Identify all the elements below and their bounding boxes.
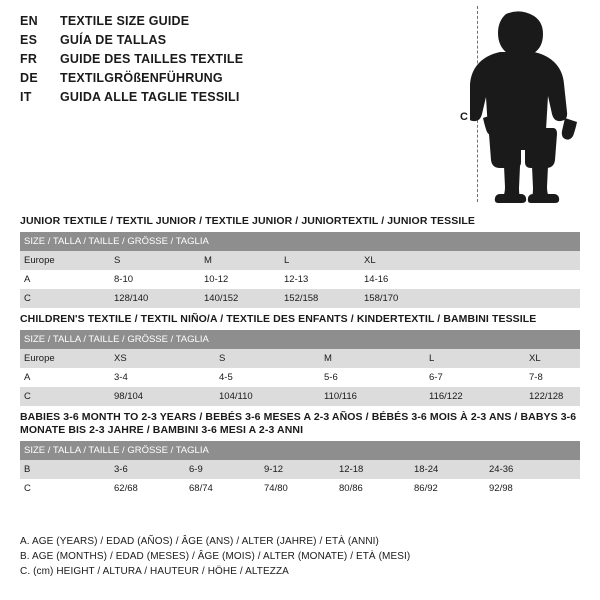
language-code: IT xyxy=(20,90,32,104)
legend-line-age-years: A. AGE (YEARS) / EDAD (AÑOS) / ÂGE (ANS) / ALTER (JAHRE) / ETÀ (ANNI) xyxy=(20,536,379,547)
section-title: CHILDREN'S TEXTILE / TEXTIL NIÑO/A / TEXTILE DES ENFANTS / KINDERTEXTIL / BAMBINI TESSILE xyxy=(20,313,537,325)
table-row xyxy=(20,289,580,308)
cell: 98/104 xyxy=(110,387,215,406)
row-label: C xyxy=(20,479,110,498)
cell: 68/74 xyxy=(185,479,260,498)
table-row xyxy=(20,368,580,387)
row-label: A xyxy=(20,368,110,387)
cell: 24-36 xyxy=(485,460,580,479)
language-row xyxy=(20,14,440,33)
cell: 3-4 xyxy=(110,368,215,387)
cell: 152/158 xyxy=(280,289,360,308)
cell: 158/170 xyxy=(360,289,580,308)
table-row xyxy=(20,349,580,368)
language-row xyxy=(20,71,440,90)
cell: 92/98 xyxy=(485,479,580,498)
size-table-babies xyxy=(20,441,580,498)
language-code: DE xyxy=(20,71,38,85)
cell: 6-9 xyxy=(185,460,260,479)
language-code: FR xyxy=(20,52,38,66)
cell: 8-10 xyxy=(110,270,200,289)
table-header-row xyxy=(20,330,580,349)
measurement-figure xyxy=(452,6,592,206)
language-title: GUÍA DE TALLAS xyxy=(60,33,167,47)
cell: 74/80 xyxy=(260,479,335,498)
cell: 10-12 xyxy=(200,270,280,289)
legend-block xyxy=(20,534,580,579)
row-label: Europe xyxy=(20,251,110,270)
language-row xyxy=(20,33,440,52)
table-header-label: SIZE / TALLA / TAILLE / GRÖSSE / TAGLIA xyxy=(20,232,580,251)
table-header-label: SIZE / TALLA / TAILLE / GRÖSSE / TAGLIA xyxy=(20,330,580,349)
row-label: A xyxy=(20,270,110,289)
language-row xyxy=(20,90,440,109)
cell: 3-6 xyxy=(110,460,185,479)
table-row xyxy=(20,460,580,479)
cell: 6-7 xyxy=(425,368,525,387)
table-row xyxy=(20,251,580,270)
section-title: BABIES 3-6 MONTH TO 2-3 YEARS / BEBÉS 3-6 MESES A 2-3 AÑOS / BÉBÉS 3-6 MOIS À 2-3 ANS / BABYS 3-6 MONATE BIS 2-3 JAHRE / BAMBINI 3-6 MESI A 2-3 ANNI xyxy=(20,411,577,436)
table-header-row xyxy=(20,441,580,460)
cell: 5-6 xyxy=(320,368,425,387)
cell: 7-8 xyxy=(525,368,580,387)
section-babies-textile xyxy=(20,411,580,498)
cell: XL xyxy=(360,251,580,270)
legend-line-age-months: B. AGE (MONTHS) / EDAD (MESES) / ÂGE (MOIS) / ALTER (MONATE) / ETÀ (MESI) xyxy=(20,551,411,562)
cell: 14-16 xyxy=(360,270,580,289)
cell: M xyxy=(320,349,425,368)
cell: 62/68 xyxy=(110,479,185,498)
cell: 12-13 xyxy=(280,270,360,289)
measure-label-c: C xyxy=(460,111,468,123)
legend-line-height: C. (cm) HEIGHT / ALTURA / HAUTEUR / HÖHE / ALTEZZA xyxy=(20,566,289,577)
section-title: JUNIOR TEXTILE / TEXTIL JUNIOR / TEXTILE JUNIOR / JUNIORTEXTIL / JUNIOR TESSILE xyxy=(20,215,475,227)
cell: L xyxy=(280,251,360,270)
cell: 80/86 xyxy=(335,479,410,498)
cell: 128/140 xyxy=(110,289,200,308)
cell: 18-24 xyxy=(410,460,485,479)
language-title-block xyxy=(20,14,440,109)
cell: XS xyxy=(110,349,215,368)
language-code: EN xyxy=(20,14,38,28)
cell: S xyxy=(110,251,200,270)
section-junior-textile xyxy=(20,215,580,308)
table-row xyxy=(20,387,580,406)
cell: 122/128 xyxy=(525,387,580,406)
language-code: ES xyxy=(20,33,38,47)
row-label: Europe xyxy=(20,349,110,368)
cell: 140/152 xyxy=(200,289,280,308)
section-childrens-textile xyxy=(20,313,580,406)
cell: 9-12 xyxy=(260,460,335,479)
language-title: GUIDA ALLE TAGLIE TESSILI xyxy=(60,90,240,104)
table-header-row xyxy=(20,232,580,251)
cell: XL xyxy=(525,349,580,368)
cell: L xyxy=(425,349,525,368)
cell: 4-5 xyxy=(215,368,320,387)
cell: 104/110 xyxy=(215,387,320,406)
table-row xyxy=(20,270,580,289)
size-table-junior xyxy=(20,232,580,308)
size-table-children xyxy=(20,330,580,406)
table-header-label: SIZE / TALLA / TAILLE / GRÖSSE / TAGLIA xyxy=(20,441,580,460)
language-row xyxy=(20,52,440,71)
cell: S xyxy=(215,349,320,368)
cell: 12-18 xyxy=(335,460,410,479)
child-silhouette-icon xyxy=(470,8,590,204)
row-label: B xyxy=(20,460,110,479)
language-title: TEXTILE SIZE GUIDE xyxy=(60,14,190,28)
row-label: C xyxy=(20,387,110,406)
language-title: GUIDE DES TAILLES TEXTILE xyxy=(60,52,244,66)
row-label: C xyxy=(20,289,110,308)
cell: 86/92 xyxy=(410,479,485,498)
table-row xyxy=(20,479,580,498)
cell: 116/122 xyxy=(425,387,525,406)
language-title: TEXTILGRÖßENFÜHRUNG xyxy=(60,71,223,85)
cell: M xyxy=(200,251,280,270)
cell: 110/116 xyxy=(320,387,425,406)
